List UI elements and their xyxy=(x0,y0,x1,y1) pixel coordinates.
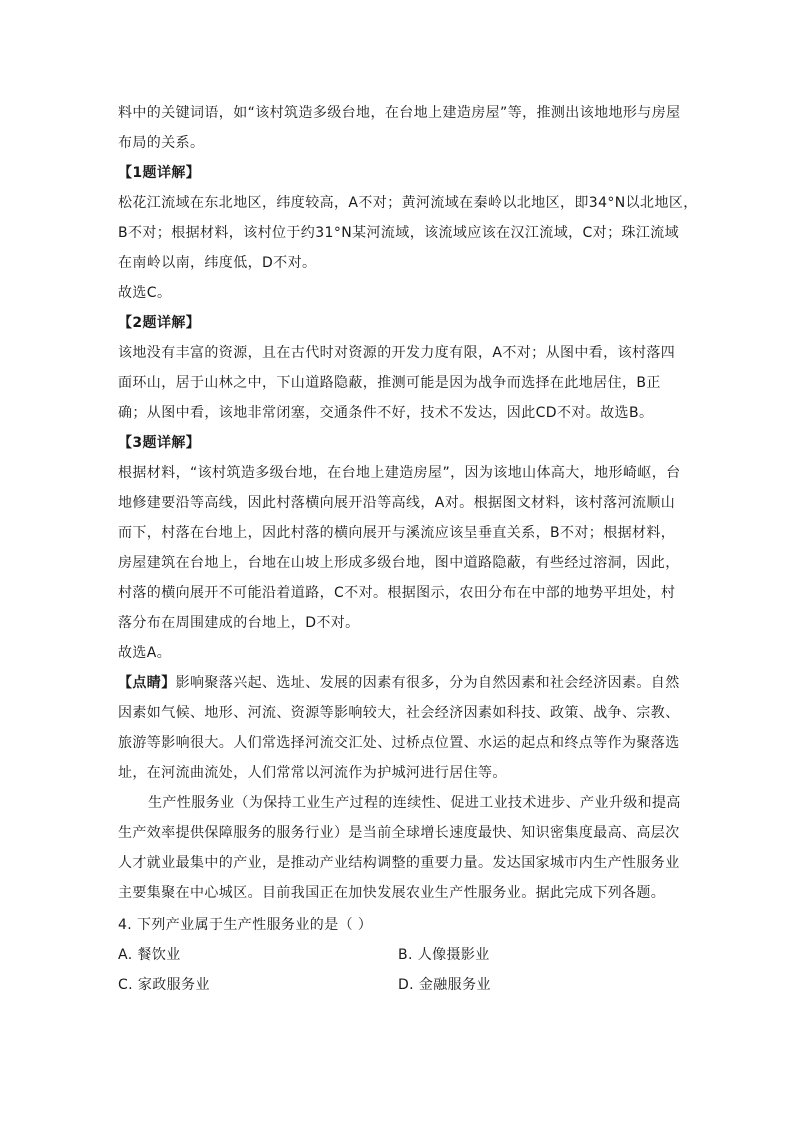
intro-line-1: 料中的关键词语，如“该村筑造多级台地，在台地上建造房屋”等，推测出该地地形与房屋 xyxy=(118,105,681,121)
option-d: D. 金融服务业 xyxy=(398,977,491,993)
tip-line-1 xyxy=(118,668,678,698)
document-content xyxy=(118,98,698,1000)
q2-line-2: 面环山，居于山林之中，下山道路隐蔽，推测可能是因为战争而选择在此地居住，B正 xyxy=(118,375,661,391)
option-c: C. 家政服务业 xyxy=(118,977,210,993)
question-4-options-row-1 xyxy=(118,940,678,970)
passage-line-2: 生产效率提供保障服务的服务行业）是当前全球增长速度最快、知识密集度最高、高层次 xyxy=(118,825,680,841)
q3-line-1: 根据材料，“该村筑造多级台地，在台地上建造房屋”，因为该地山体高大，地形崎岖，台 xyxy=(118,465,681,481)
q3-line-3: 而下，村落在台地上，因此村落的横向展开与溪流应该呈垂直关系，B不对；根据材料， xyxy=(118,525,676,541)
q3-line-4: 房屋建筑在台地上，台地在山坡上形成多级台地，图中道路隐蔽，有些经过溶洞，因此， xyxy=(118,555,680,571)
q1-line-3: 在南岭以南，纬度低，D不对。 xyxy=(118,255,317,271)
intro-line-2: 布局的关系。 xyxy=(118,135,205,151)
q2-line-3: 确；从图中看，该地非常闭塞，交通条件不好，技术不发达，因此CD不对。故选B。 xyxy=(118,405,654,421)
q3-line-5: 村落的横向展开不可能沿着道路，C不对。根据图示，农田分布在中部的地势平坦处，村 xyxy=(118,585,676,601)
q3-line-2: 地修建要沿等高线，因此村落横向展开沿等高线，A对。根据图文材料，该村落河流顺山 xyxy=(118,495,676,511)
q1-answer: 故选C。 xyxy=(118,285,172,301)
tip-line-3: 旅游等影响很大。人们常选择河流交汇处、过桥点位置、水运的起点和终点等作为聚落选 xyxy=(118,735,680,751)
q1-line-1: 松花江流域在东北地区，纬度较高，A不对；黄河流域在秦岭以北地区，即34°N以北地区， xyxy=(118,195,698,211)
q3-answer: 故选A。 xyxy=(118,645,172,661)
question-4-stem: 4. 下列产业属于生产性服务业的是（ ） xyxy=(118,917,373,933)
tip-line-4: 址，在河流曲流处，人们常常以河流作为护城河进行居住等。 xyxy=(118,765,507,781)
tip-first-line: 影响聚落兴起、选址、发展的因素有很多，分为自然因素和社会经济因素。自然 xyxy=(175,675,680,691)
passage-line-1: 生产性服务业（为保持工业生产过程的连续性、促进工业技术进步、产业升级和提高 xyxy=(148,795,681,811)
passage-line-3: 人才就业最集中的产业，是推动产业结构调整的重要力量。发达国家城市内生产性服务业 xyxy=(118,855,680,871)
q2-heading: 【2题详解】 xyxy=(118,315,201,331)
question-4-options-row-2 xyxy=(118,970,678,1000)
tip-label: 【点睛】 xyxy=(118,675,176,691)
q3-line-6: 落分布在周围建成的台地上，D不对。 xyxy=(118,615,360,631)
option-a: A. 餐饮业 xyxy=(118,947,181,963)
tip-line-2: 因素如气候、地形、河流、资源等影响较大，社会经济因素如科技、政策、战争、宗教、 xyxy=(118,705,680,721)
q1-heading: 【1题详解】 xyxy=(118,165,201,181)
q1-line-2: B不对；根据材料，该村位于约31°N某河流域，该流域应该在汉江流域，C对；珠江流域 xyxy=(118,225,680,241)
q2-line-1: 该地没有丰富的资源，且在古代时对资源的开发力度有限，A不对；从图中看，该村落四 xyxy=(118,345,676,361)
option-b: B. 人像摄影业 xyxy=(398,947,490,963)
passage-line-4: 主要集聚在中心城区。目前我国正在加快发展农业生产性服务业。据此完成下列各题。 xyxy=(118,885,666,901)
q3-heading: 【3题详解】 xyxy=(118,435,201,451)
